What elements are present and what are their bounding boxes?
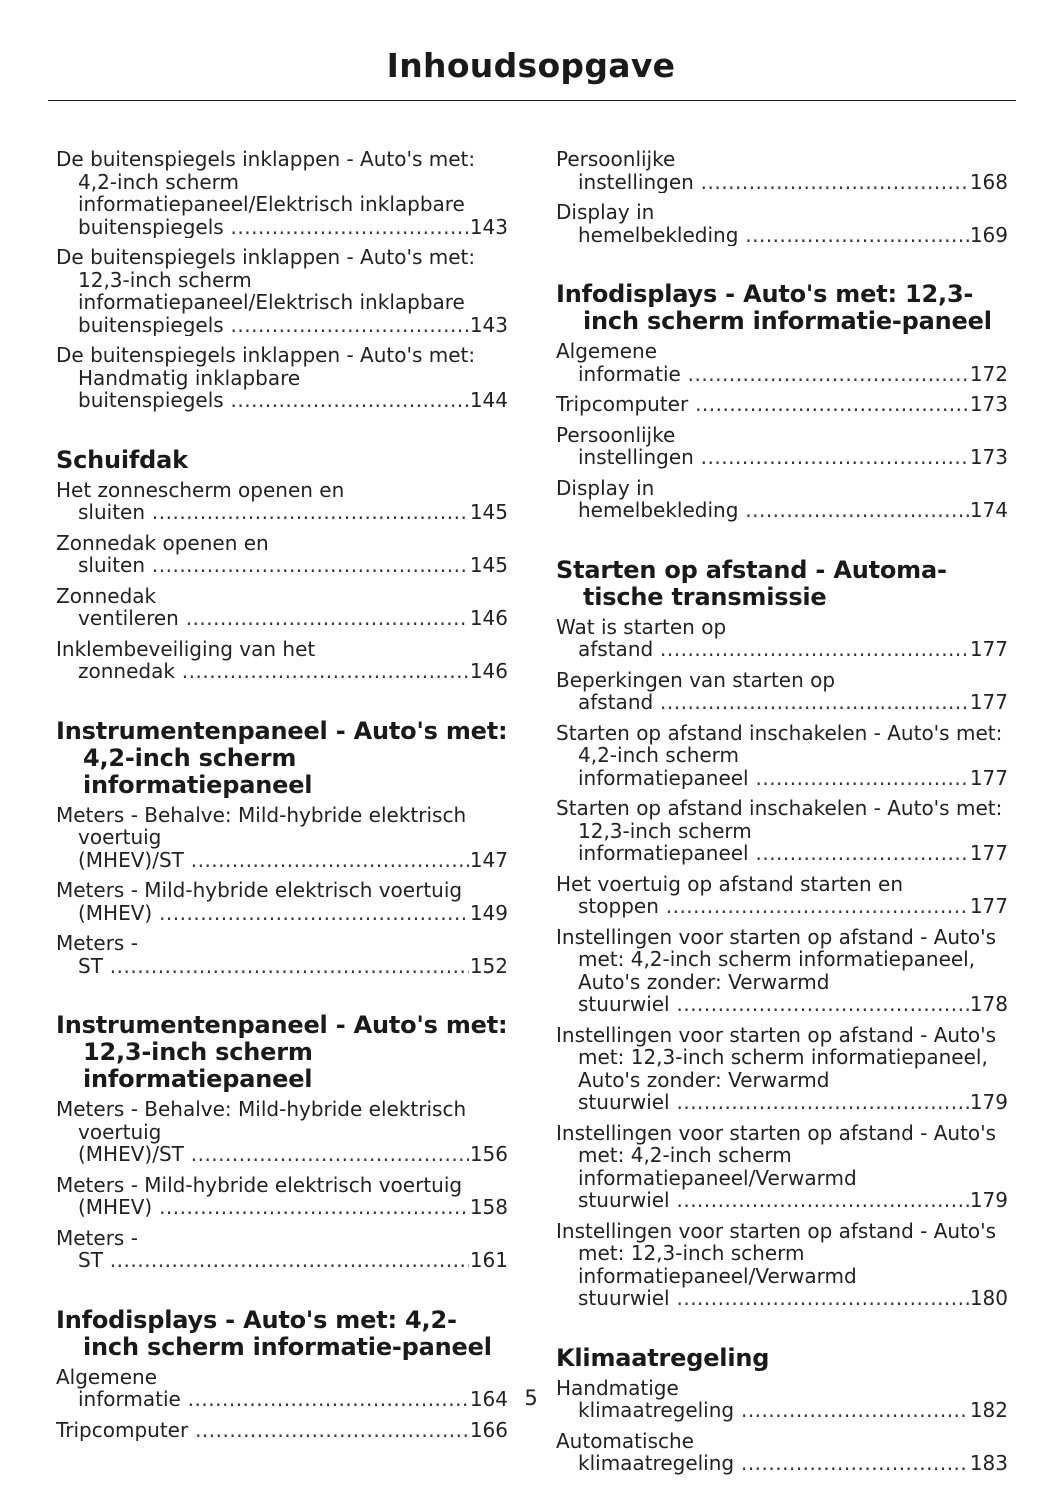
toc-entry-page-number: 143 — [469, 214, 508, 238]
toc-entry-title: De buitenspiegels inklappen - Auto's met: 4,2-inch scherm informatiepaneel/Elektrisch inklapbare buitenspiegels ..... — [56, 148, 508, 238]
toc-entry-page-number: 149 — [469, 900, 508, 924]
toc-entry-title: Meters - Behalve: Mild-hybride elektrisch voertuig (MHEV)/ST ..... — [56, 804, 508, 872]
toc-entry[interactable] — [556, 722, 1008, 790]
section-heading: Starten op afstand - Automa-tische transmissie — [556, 555, 947, 611]
toc-entry[interactable] — [556, 393, 1008, 416]
toc-entry-page-number: 180 — [969, 1286, 1008, 1310]
toc-entry-page-number: 158 — [469, 1195, 508, 1219]
toc-entry[interactable] — [556, 477, 1008, 522]
toc-entry-title: Instellingen voor starten op afstand - Auto's met: 4,2-inch scherm informatiepaneel, Auto's zonder: Verwarmd stuurwiel ..... — [556, 926, 1008, 1016]
toc-entry-title: Tripcomputer ..... — [556, 393, 1008, 416]
toc-entry-title: Het voertuig op afstand starten en stoppen ..... — [556, 873, 1008, 918]
page-number: 5 — [524, 1386, 538, 1410]
toc-entry[interactable] — [556, 1024, 1008, 1114]
toc-entry[interactable] — [56, 344, 508, 412]
toc-entry[interactable] — [556, 340, 1008, 385]
toc-entry-page-number: 173 — [969, 393, 1008, 416]
toc-entry-page-number: 179 — [969, 1090, 1008, 1114]
toc-entry-title: Zonnedak ventileren ..... — [56, 585, 508, 630]
toc-entry-page-number: 172 — [969, 361, 1008, 385]
toc-entry[interactable] — [56, 1419, 508, 1442]
toc-entry-title: Meters - ST ..... — [56, 932, 508, 977]
toc-entry-page-number: 177 — [969, 894, 1008, 918]
toc-entry-title: Persoonlijke instellingen ..... — [556, 424, 1008, 469]
toc-section — [56, 1012, 508, 1272]
toc-entry-title: Wat is starten op afstand ..... — [556, 616, 1008, 661]
toc-entry-page-number: 143 — [469, 312, 508, 336]
page-title: Inhoudsopgave — [386, 46, 676, 85]
toc-entry[interactable] — [56, 1098, 508, 1166]
toc-entry-page-number: 146 — [469, 659, 508, 683]
toc-entry-page-number: 177 — [969, 841, 1008, 865]
toc-entry-title: Tripcomputer ..... — [56, 1419, 508, 1442]
toc-entry-title: Beperkingen van starten op afstand ..... — [556, 669, 1008, 714]
toc-entry[interactable] — [556, 797, 1008, 865]
toc-entry[interactable] — [556, 201, 1008, 246]
toc-entry[interactable] — [56, 1227, 508, 1272]
toc-entry[interactable] — [556, 424, 1008, 469]
toc-entry[interactable] — [56, 638, 508, 683]
toc-entry-title: De buitenspiegels inklappen - Auto's met: 12,3-inch scherm informatiepaneel/Elektrisch inklapbare buitenspiegels ..... — [56, 246, 508, 336]
toc-entry-title: Starten op afstand inschakelen - Auto's met: 12,3-inch scherm informatiepaneel ..... — [556, 797, 1008, 865]
toc-entry[interactable] — [56, 532, 508, 577]
toc-entry-page-number: 177 — [969, 637, 1008, 661]
toc-entry[interactable] — [556, 1430, 1008, 1475]
toc-entry-page-number: 183 — [969, 1451, 1008, 1475]
toc-entry-page-number: 152 — [469, 953, 508, 977]
toc-entry-page-number: 144 — [469, 388, 508, 412]
toc-entry[interactable] — [556, 148, 1008, 193]
toc-entry-title: Starten op afstand inschakelen - Auto's met: 4,2-inch scherm informatiepaneel ..... — [556, 722, 1008, 790]
toc-entry-title: Display in hemelbekleding ..... — [556, 201, 1008, 246]
toc-entry[interactable] — [556, 1220, 1008, 1310]
toc-entry-page-number: 177 — [969, 690, 1008, 714]
toc-right-column — [556, 148, 1008, 1510]
toc-entry[interactable] — [556, 926, 1008, 1016]
toc-entry-title: Het zonnescherm openen en sluiten ..... — [56, 479, 508, 524]
toc-entry-page-number: 169 — [969, 222, 1008, 246]
toc-entry[interactable] — [56, 246, 508, 336]
toc-entry[interactable] — [556, 873, 1008, 918]
toc-entry-title: De buitenspiegels inklappen - Auto's met: Handmatig inklapbare buitenspiegels ..... — [56, 344, 508, 412]
toc-entry-title: Meters - Mild-hybride elektrisch voertuig (MHEV) ..... — [56, 879, 508, 924]
toc-entry-page-number: 146 — [469, 606, 508, 630]
toc-entry-page-number: 173 — [969, 445, 1008, 469]
toc-entry-page-number: 161 — [469, 1248, 508, 1272]
section-heading: Instrumentenpaneel - Auto's met: 4,2-inch scherm informatiepaneel — [56, 716, 508, 799]
toc-entry[interactable] — [556, 669, 1008, 714]
toc-entry[interactable] — [56, 879, 508, 924]
toc-entry-title: Algemene informatie ..... — [56, 1366, 508, 1411]
toc-section — [56, 1307, 508, 1442]
section-heading: Infodisplays - Auto's met: 12,3-inch scherm informatie-paneel — [556, 280, 992, 335]
toc-entry-title: Inklembeveiliging van het zonnedak ..... — [56, 638, 508, 683]
toc-entry-page-number: 179 — [969, 1188, 1008, 1212]
toc-section — [56, 447, 508, 683]
toc-entry[interactable] — [56, 148, 508, 238]
toc-entry-title: Handmatige klimaatregeling ..... — [556, 1377, 1008, 1422]
toc-entry-page-number: 178 — [969, 992, 1008, 1016]
toc-entry-page-number: 174 — [969, 498, 1008, 522]
toc-entry-title: Display in hemelbekleding ..... — [556, 477, 1008, 522]
toc-entry[interactable] — [56, 804, 508, 872]
toc-entry-title: Algemene informatie ..... — [556, 340, 1008, 385]
toc-section — [556, 281, 1008, 522]
toc-entry-title: Instellingen voor starten op afstand - Auto's met: 12,3-inch scherm informatiepaneel/Verwarmd stuurwiel ..... — [556, 1220, 1008, 1310]
toc-entry-title: Automatische klimaatregeling ..... — [556, 1430, 1008, 1475]
section-heading: Instrumentenpaneel - Auto's met: 12,3-inch scherm informatiepaneel — [56, 1011, 508, 1093]
toc-entry-page-number: 145 — [469, 500, 508, 524]
section-heading: Infodisplays - Auto's met: 4,2-inch scherm informatie-paneel — [56, 1305, 492, 1361]
toc-entry[interactable] — [556, 616, 1008, 661]
toc-entry-page-number: 147 — [469, 847, 508, 871]
toc-entry[interactable] — [56, 932, 508, 977]
title-divider — [48, 100, 1016, 101]
toc-section — [56, 148, 508, 412]
toc-left-column — [56, 148, 508, 1476]
toc-entry[interactable] — [56, 585, 508, 630]
toc-entry-title: Zonnedak openen en sluiten ..... — [56, 532, 508, 577]
toc-entry-page-number: 182 — [969, 1398, 1008, 1422]
toc-entry-title: Meters - Mild-hybride elektrisch voertuig (MHEV) ..... — [56, 1174, 508, 1219]
toc-section — [556, 148, 1008, 246]
section-heading: Schuifdak — [56, 445, 188, 474]
toc-entry-title: Meters - Behalve: Mild-hybride elektrisch voertuig (MHEV)/ST ..... — [56, 1098, 508, 1166]
section-heading: Klimaatregeling — [556, 1343, 770, 1372]
toc-entry[interactable] — [556, 1122, 1008, 1212]
toc-entry-page-number: 145 — [469, 553, 508, 577]
toc-section — [56, 718, 508, 978]
toc-entry-page-number: 166 — [469, 1418, 508, 1441]
toc-entry-title: Meters - ST ..... — [56, 1227, 508, 1272]
toc-entry-title: Persoonlijke instellingen ..... — [556, 148, 1008, 193]
toc-entry-page-number: 168 — [969, 169, 1008, 193]
toc-entry-title: Instellingen voor starten op afstand - Auto's met: 12,3-inch scherm informatiepaneel, Auto's zonder: Verwarmd stuurwiel ..... — [556, 1024, 1008, 1114]
toc-entry-title: Instellingen voor starten op afstand - Auto's met: 4,2-inch scherm informatiepaneel/Verwarmd stuurwiel ..... — [556, 1122, 1008, 1212]
toc-section — [556, 557, 1008, 1310]
toc-entry[interactable] — [56, 1174, 508, 1219]
toc-entry-page-number: 177 — [969, 765, 1008, 789]
toc-entry-page-number: 156 — [469, 1142, 508, 1166]
toc-entry-page-number: 164 — [469, 1387, 508, 1411]
toc-entry[interactable] — [56, 479, 508, 524]
